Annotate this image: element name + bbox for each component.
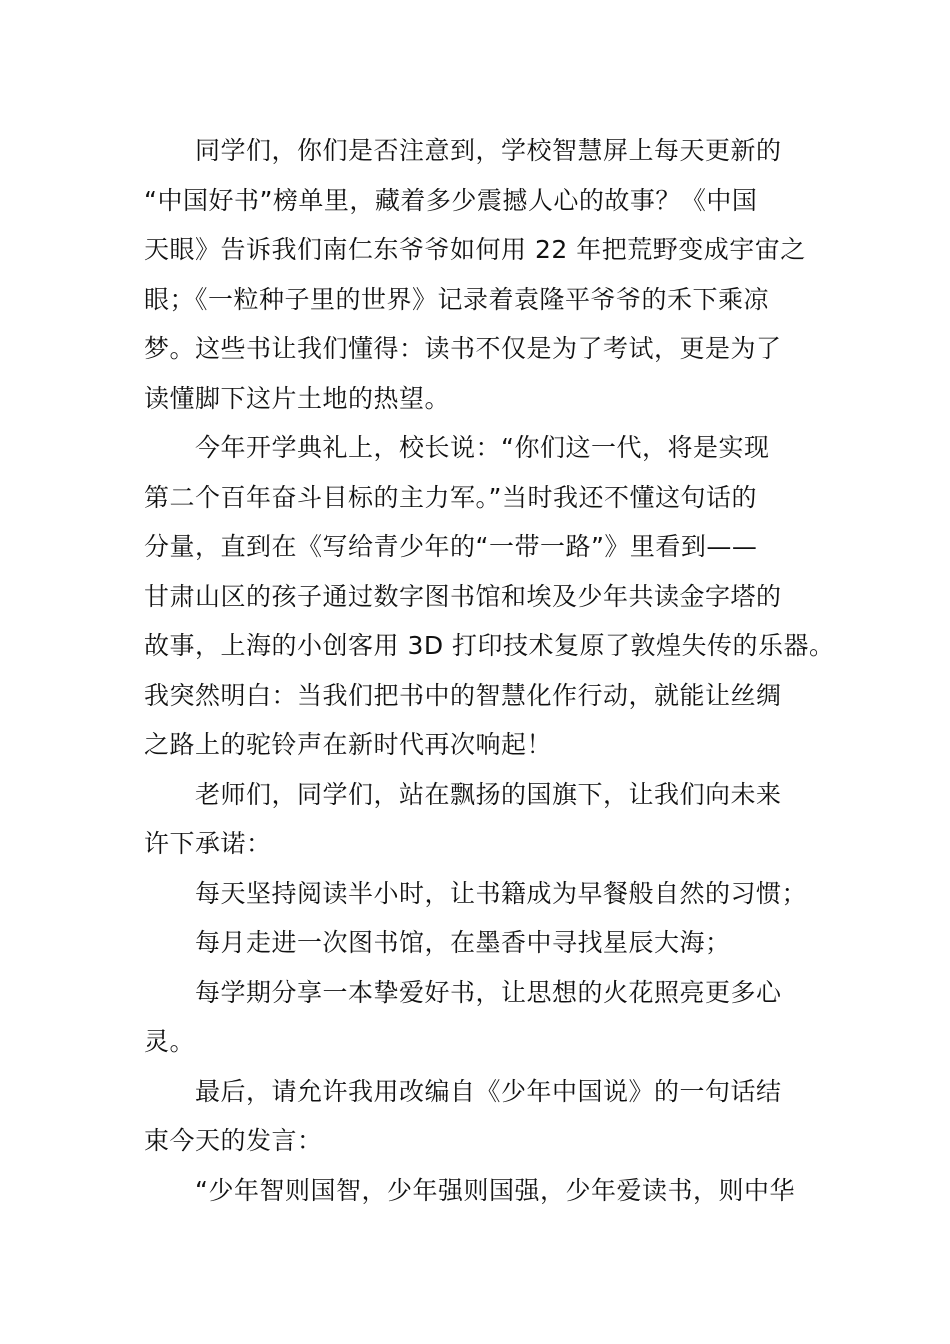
paragraph-closing-quote <box>144 1166 814 1216</box>
text-line: 天眼》告诉我们南仁东爷爷如何用 22 年把荒野变成宇宙之 <box>144 235 806 264</box>
text-line: “中国好书”榜单里，藏着多少震撼人心的故事？《中国 <box>144 185 758 215</box>
text-line: 读懂脚下这片土地的热望。 <box>144 383 451 413</box>
paragraph-opening-ceremony <box>144 423 835 770</box>
paragraph-closing-intro <box>144 1067 814 1166</box>
paragraph-promise-semester <box>144 968 814 1067</box>
paragraph-promise-monthly <box>144 918 814 968</box>
text-line: 之路上的驼铃声在新时代再次响起！ <box>144 730 553 759</box>
text-line: 我突然明白：当我们把书中的智慧化作行动，就能让丝绸 <box>144 680 782 710</box>
text-line: “少年智则国智，少年强则国强，少年爱读书，则中华 <box>195 1175 795 1205</box>
paragraph-china-good-books <box>144 126 814 423</box>
text-line: 每学期分享一本挚爱好书，让思想的火花照亮更多心 <box>195 977 782 1007</box>
text-line: 第二个百年奋斗目标的主力军。”当时我还不懂这句话的 <box>144 482 757 512</box>
text-line: 同学们，你们是否注意到，学校智慧屏上每天更新的 <box>195 136 782 165</box>
text-line: 老师们，同学们，站在飘扬的国旗下，让我们向未来 <box>195 779 782 809</box>
text-line: 甘肃山区的孩子通过数字图书馆和埃及少年共读金字塔的 <box>144 581 782 611</box>
text-line: 每月走进一次图书馆，在墨香中寻找星辰大海； <box>195 928 731 957</box>
paragraph-promise-daily <box>144 869 814 919</box>
paragraph-promise-intro <box>144 770 814 869</box>
text-line: 故事，上海的小创客用 3D 打印技术复原了敦煌失传的乐器。 <box>144 631 835 660</box>
text-line: 每天坚持阅读半小时，让书籍成为早餐般自然的习惯； <box>195 878 808 908</box>
text-line: 最后，请允许我用改编自《少年中国说》的一句话结 <box>195 1076 782 1106</box>
text-line: 今年开学典礼上，校长说：“你们这一代，将是实现 <box>195 433 770 462</box>
text-line: 眼；《一粒种子里的世界》记录着袁隆平爷爷的禾下乘凉 <box>144 284 770 314</box>
text-line: 灵。 <box>144 1027 196 1056</box>
text-line: 许下承诺： <box>144 829 272 858</box>
text-line: 束今天的发言： <box>144 1126 323 1155</box>
text-line: 梦。这些书让我们懂得：读书不仅是为了考试，更是为了 <box>144 334 782 363</box>
text-line: 分量，直到在《写给青少年的“一带一路”》里看到—— <box>144 532 758 561</box>
speech-body <box>144 126 835 1215</box>
